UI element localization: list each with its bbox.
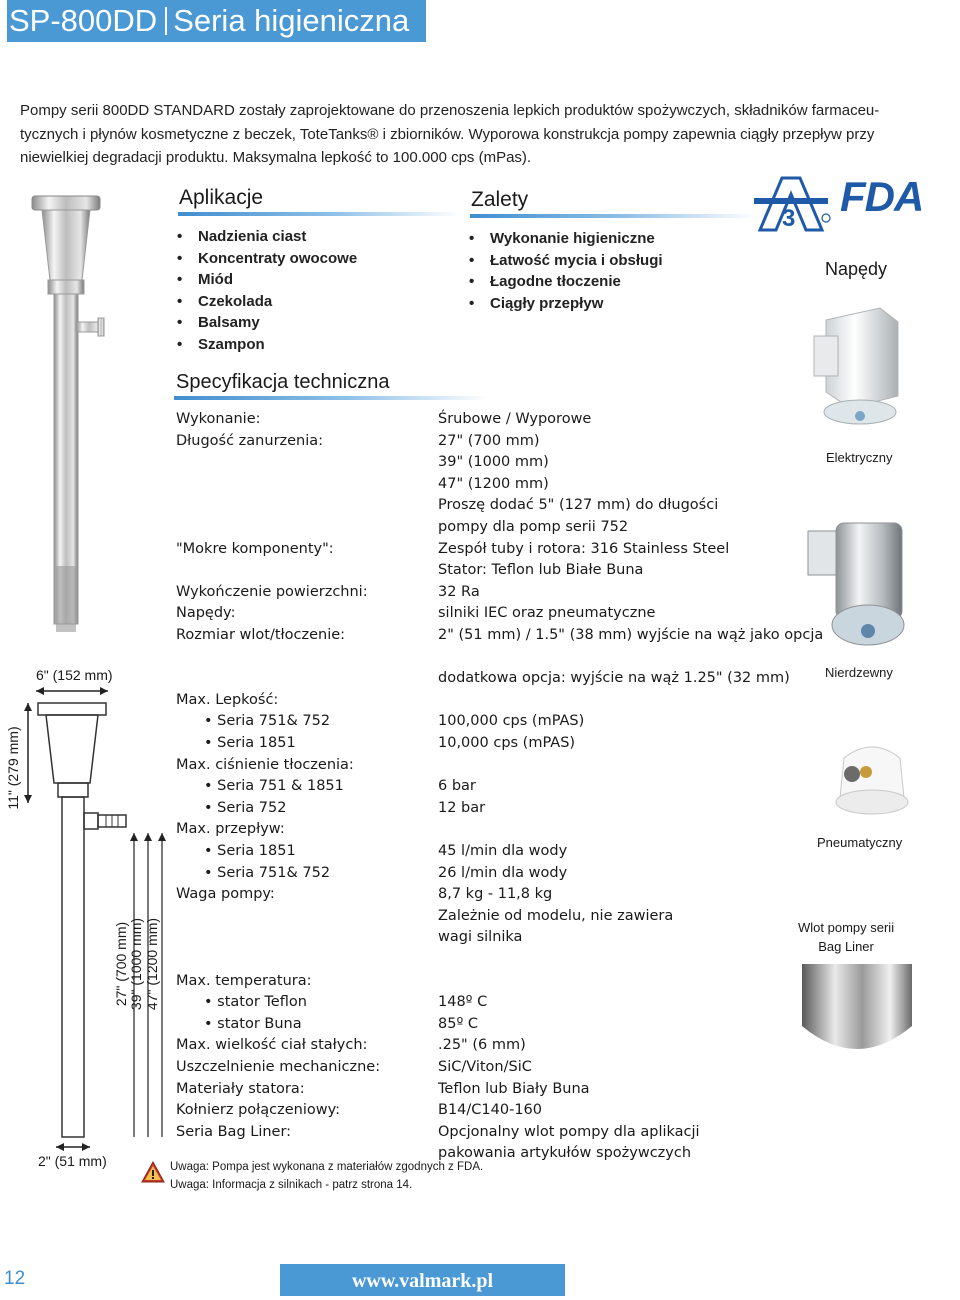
spec-value: SiC/Viton/SiC <box>438 1059 532 1075</box>
spec-value: pompy dla pomp serii 752 <box>438 519 629 535</box>
spec-value: 148º C <box>438 994 488 1011</box>
spec-value: Śrubowe / Wyporowe <box>438 411 592 427</box>
stainless-drive-photo <box>806 515 910 657</box>
intro-paragraph: Pompy serii 800DD STANDARD zostały zaprojektowane do przenoszenia lepkich produktów spożywczych, składników farmaceu-tycznych i płynów kosmetyczne z beczek, ToteTanks® i zbiorników. Wyporowa konstrukcja pompy zapewnia ciągły przepływ przy niewielkiej degradacji produktu. Maksymalna lepkość to 100.000 cps (mPas). <box>20 102 880 166</box>
spec-label: Rozmiar wlot/tłoczenie: <box>176 627 346 643</box>
advantages-heading: Zalety <box>471 188 529 211</box>
spec-value: Opcjonalny wlot pompy dla aplikacji <box>438 1123 700 1140</box>
advantages-list <box>466 228 663 314</box>
list-item: • Koncentraty owocowe <box>174 248 357 270</box>
caption-stainless: Nierdzewny <box>825 665 893 680</box>
list-item: • Łagodne tłoczenie <box>466 271 663 293</box>
spec-value: wagi silnika <box>438 929 523 946</box>
list-item: • Balsamy <box>174 312 357 334</box>
dim-tube-47: 47" (1200 mm) <box>144 917 160 1011</box>
dim-tube-39: 39" (1000 mm) <box>128 917 144 1011</box>
spec-label: Max. temperatura: <box>176 972 312 989</box>
spec-label: Max. ciśnienie tłoczenia: <box>176 756 354 773</box>
bag-liner-photo <box>800 962 916 1072</box>
spec-value: Zależnie od modelu, nie zawiera <box>438 907 674 924</box>
spec-value: 45 l/min dla wody <box>438 843 568 859</box>
spec-value: 100,000 cps (mPAS) <box>438 713 585 730</box>
spec-value: Zespół tuby i rotora: 316 Stainless Steel <box>438 540 730 557</box>
spec-label: Max. przepływ: <box>176 821 285 838</box>
spec-label: • stator Buna <box>204 1015 302 1032</box>
spec-value: 12 bar <box>438 799 486 816</box>
spec-value: 39" (1000 mm) <box>438 454 549 471</box>
spec-value: Proszę dodać 5" (127 mm) do długości <box>438 497 719 514</box>
spec-label: Materiały statora: <box>176 1080 305 1097</box>
model-name: SP-800DD <box>9 3 158 38</box>
spec-label: • Seria 1851 <box>204 735 296 751</box>
list-item: • Ciągły przepływ <box>466 293 663 315</box>
spec-label: • Seria 751& 752 <box>204 864 331 881</box>
spec-value: dodatkowa opcja: wyjście na wąż 1.25" (32 mm) <box>438 670 790 687</box>
applications-heading: Aplikacje <box>179 186 264 209</box>
spec-value: 8,7 kg - 11,8 kg <box>438 886 553 903</box>
spec-label: • Seria 752 <box>204 799 287 816</box>
list-item: • Wykonanie higieniczne <box>466 228 663 250</box>
dim-tube-27: 27" (700 mm) <box>113 921 129 1007</box>
dim-head-height: 11" (279 mm) <box>5 726 21 810</box>
dim-tube-diameter: 2" (51 mm) <box>38 1153 107 1169</box>
title-separator <box>165 7 167 35</box>
spec-label: Uszczelnienie mechaniczne: <box>176 1059 381 1075</box>
spec-value: 6 bar <box>438 778 476 795</box>
spec-heading: Specyfikacja techniczna <box>176 371 390 393</box>
spec-label: • Seria 1851 <box>204 843 296 859</box>
page-title-bar <box>7 0 426 42</box>
spec-value: Teflon lub Biały Buna <box>438 1080 590 1097</box>
list-item: • Łatwość mycia i obsługi <box>466 250 663 272</box>
note-motors: Uwaga: Informacja z silnikach - patrz strona 14. <box>170 1179 413 1191</box>
list-item: • Czekolada <box>174 291 357 313</box>
spec-label: Max. wielkość ciał stałych: <box>176 1037 368 1054</box>
spec-underline <box>174 396 489 400</box>
list-item: • Nadzienia ciast <box>174 226 357 248</box>
spec-value: B14/C140-160 <box>438 1102 542 1119</box>
spec-label: Wykonanie: <box>176 411 261 427</box>
spec-label: Waga pompy: <box>176 886 275 903</box>
note-fda: Uwaga: Pompa jest wykonana z materiałów zgodnych z FDA. <box>170 1161 484 1173</box>
caption-electric: Elektryczny <box>826 450 893 465</box>
dim-top-width: 6" (152 mm) <box>36 667 113 683</box>
advantages-underline <box>470 214 755 218</box>
spec-value: 2" (51 mm) / 1.5" (38 mm) wyjście na wąż jako opcja <box>438 627 824 643</box>
spec-value: 27" (700 mm) <box>438 432 540 449</box>
caption-pneumatic: Pneumatyczny <box>817 835 903 850</box>
spec-label: • Seria 751 & 1851 <box>204 778 344 795</box>
3a-sanitary-logo <box>752 174 832 232</box>
spec-value: 47" (1200 mm) <box>438 475 549 492</box>
applications-list <box>174 226 357 356</box>
spec-label: • stator Teflon <box>204 994 307 1011</box>
spec-label: Kołnierz połączeniowy: <box>176 1102 341 1119</box>
spec-value: 85º C <box>438 1015 479 1032</box>
spec-value: pakowania artykułów spożywczych <box>438 1145 692 1162</box>
spec-value: silniki IEC oraz pneumatyczne <box>438 605 656 622</box>
spec-value: 26 l/min dla wody <box>438 864 568 881</box>
website-link[interactable]: www.valmark.pl <box>280 1264 565 1296</box>
pneumatic-drive-photo <box>830 732 914 818</box>
spec-label: Wykończenie powierzchni: <box>176 583 368 600</box>
drives-heading: Napędy <box>825 259 888 279</box>
spec-value: .25" (6 mm) <box>438 1037 526 1054</box>
electric-drive-photo <box>806 300 906 432</box>
caption-bag-liner-line2: Bag Liner <box>818 939 874 954</box>
applications-underline <box>178 212 460 216</box>
caption-bag-liner-line1: Wlot pompy serii <box>798 920 895 935</box>
spec-label: • Seria 751& 752 <box>204 713 331 730</box>
spec-value: 32 Ra <box>438 583 480 600</box>
spec-label: Max. Lepkość: <box>176 691 279 708</box>
fda-logo: FDA <box>840 173 924 220</box>
3a-logo-digit: 3 <box>782 205 796 232</box>
spec-label: "Mokre komponenty": <box>176 540 334 557</box>
page-number: 12 <box>4 1268 26 1289</box>
spec-label: Napędy: <box>176 605 236 622</box>
list-item: • Szampon <box>174 334 357 356</box>
series-name: Seria higieniczna <box>173 3 410 38</box>
pump-photo <box>28 188 108 640</box>
list-item: • Miód <box>174 269 357 291</box>
warning-icon <box>141 1161 165 1183</box>
spec-value: 10,000 cps (mPAS) <box>438 735 576 751</box>
spec-label: Seria Bag Liner: <box>176 1123 292 1140</box>
caption-bag-liner <box>798 918 894 956</box>
spec-label: Długość zanurzenia: <box>176 432 324 449</box>
spec-value: Stator: Teflon lub Białe Buna <box>438 562 644 579</box>
